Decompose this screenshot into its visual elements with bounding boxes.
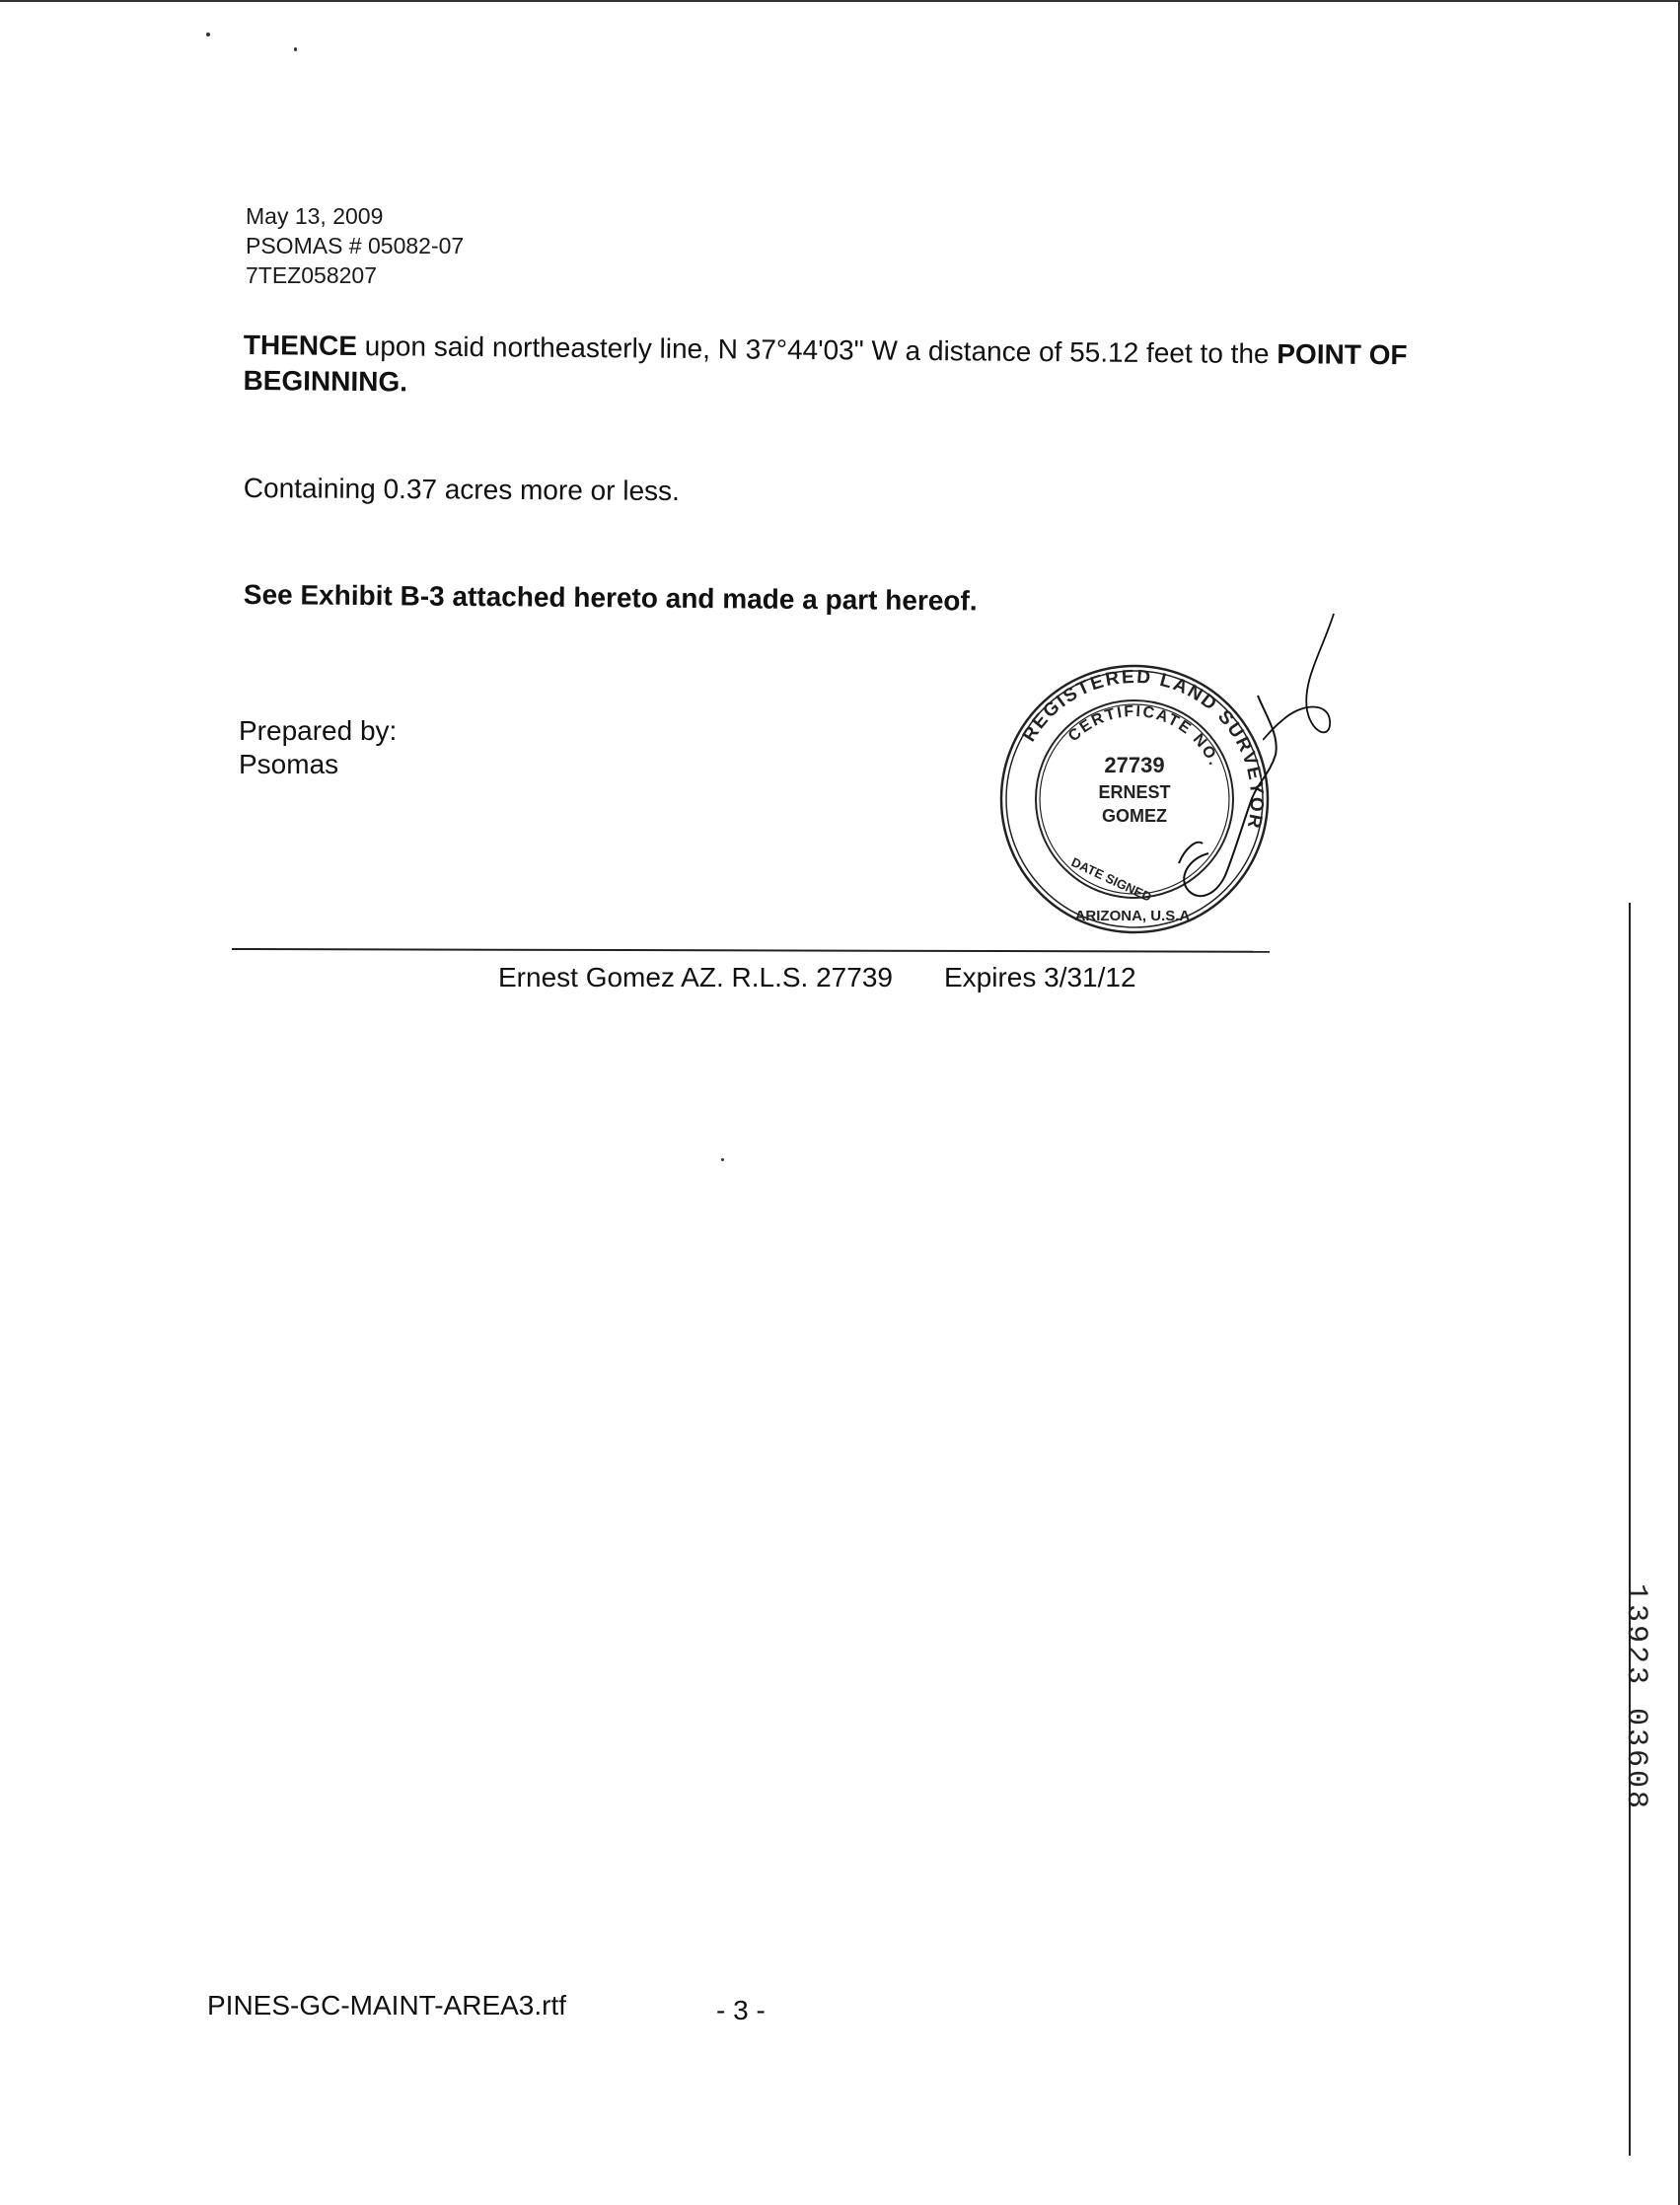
document-header [246,201,464,290]
seal-outer-text: REGISTERED LAND SURVEYOR [1018,666,1268,832]
containing-acres: Containing 0.37 acres more or less. [243,472,680,507]
surveyor-seal [991,656,1278,942]
right-margin-rule [1629,903,1631,2156]
thence-lead: THENCE [243,329,358,362]
seal-last-name: GOMEZ [1102,806,1167,826]
psomas-number: PSOMAS # 05082-07 [246,233,465,258]
seal-inner-text: CERTIFICATE NO. [1064,702,1223,770]
scan-speck [206,33,210,37]
page-border-top [0,0,1680,2]
scan-speck [294,47,297,51]
footer-filename: PINES-GC-MAINT-AREA3.rtf [207,1990,567,2021]
surveyor-name-license: Ernest Gomez AZ. R.L.S. 27739 [498,962,893,992]
prepared-by-label: Prepared by: [239,715,398,746]
seal-state: ARIZONA, U.S.A. [1074,908,1195,924]
signature-caption [498,962,1136,993]
seal-first-name: ERNEST [1098,782,1171,802]
signature-line [232,948,1270,953]
seal-date-label: DATE SIGNED [1068,854,1154,905]
scan-speck [721,1158,724,1161]
thence-paragraph [243,328,1457,409]
point-of-beginning: POINT OF BEGINNING. [243,338,1408,398]
recording-stamp: 13923 03608 [1619,1583,1652,1812]
signature-flourish [1263,612,1361,789]
reference-code: 7TEZ058207 [246,262,377,288]
footer-page-number: - 3 - [716,1995,766,2025]
document-date: May 13, 2009 [246,203,384,229]
prepared-by-name: Psomas [239,749,339,779]
prepared-by-block [239,714,397,781]
thence-text: upon said northeasterly line, N 37°44'03" W a distance of 55.12 feet to the [356,331,1278,370]
exhibit-reference: See Exhibit B-3 attached hereto and made a part hereof. [243,578,978,617]
seal-number: 27739 [1104,753,1165,777]
license-expiration: Expires 3/31/12 [943,962,1136,992]
